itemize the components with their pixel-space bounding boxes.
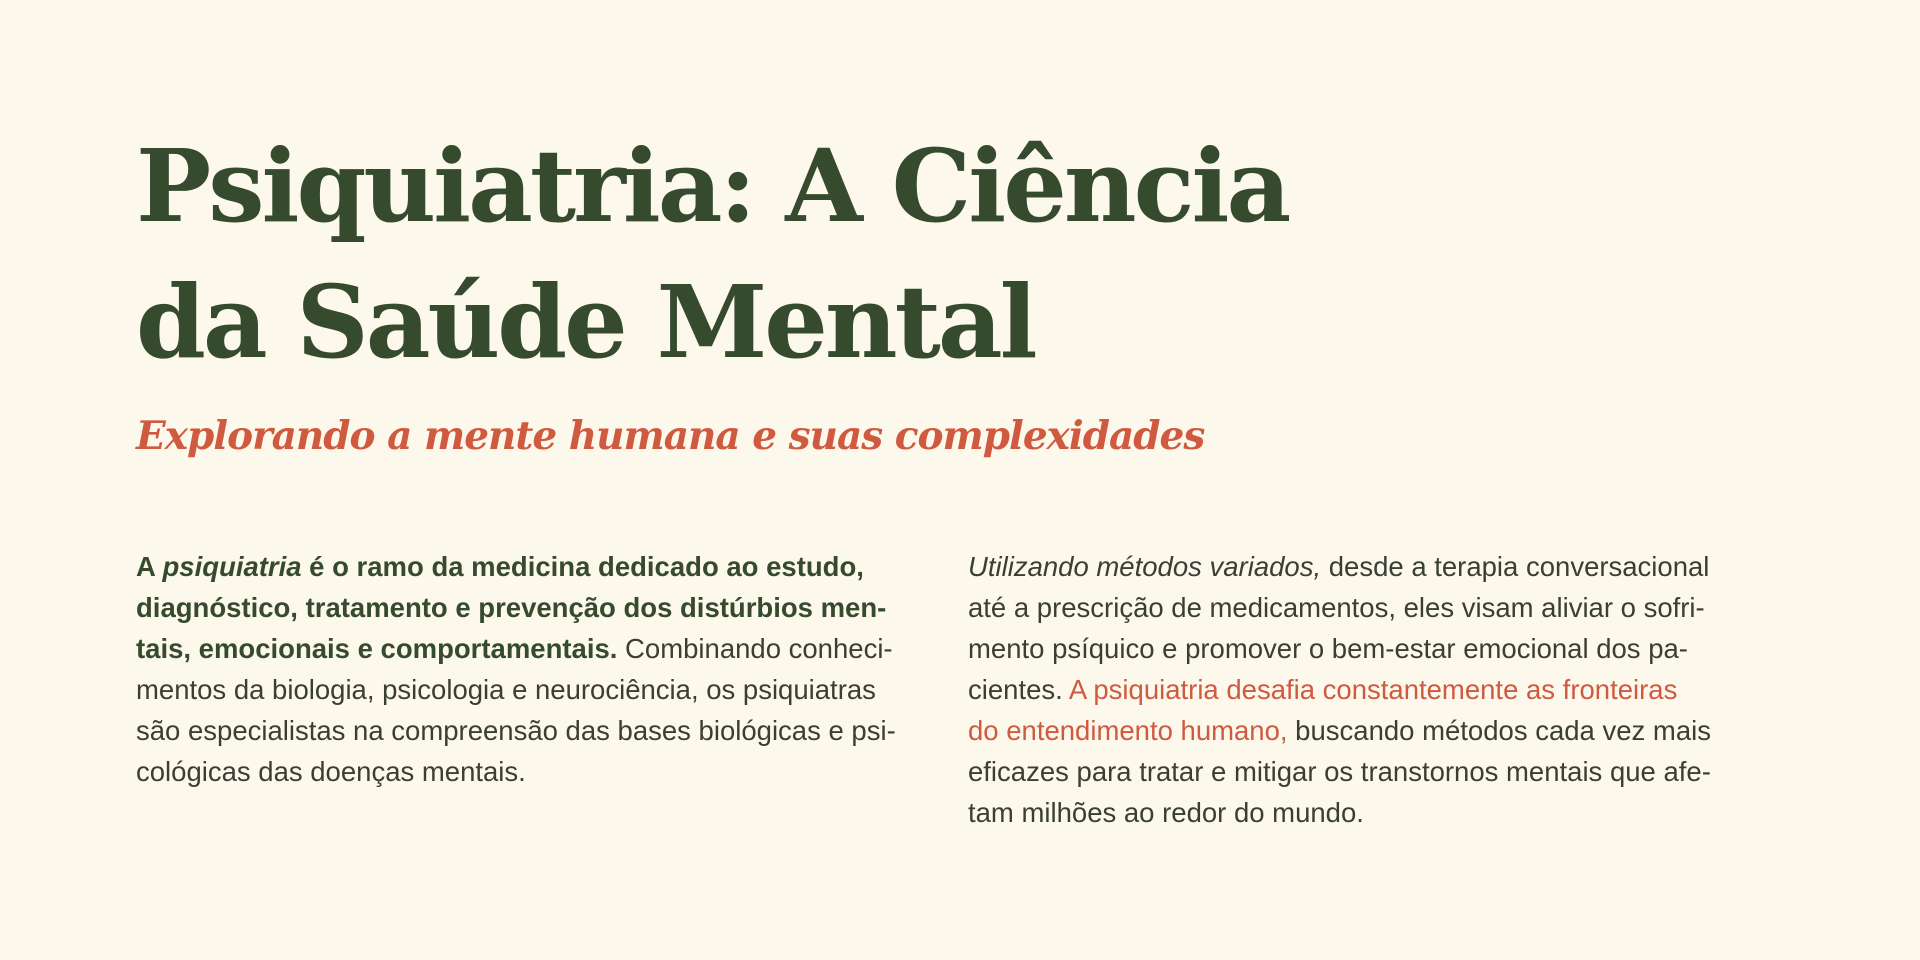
intro-paragraph	[136, 546, 936, 792]
methods-line-2: até a prescrição de medicamentos, eles visam aliviar o sofri-	[968, 592, 1705, 623]
intro-line-2: diagnóstico, tratamento e prevenção dos distúrbios men-	[136, 592, 887, 623]
intro-line-3-bold: tais, emocionais e comportamentais.	[136, 633, 618, 664]
methods-line-5-rest: buscando métodos cada vez mais	[1287, 715, 1711, 746]
intro-line-3	[136, 628, 936, 669]
methods-line-6: eficazes para tratar e mitigar os transtornos mentais que afe-	[968, 756, 1711, 787]
page-title-line-2: da Saúde Mental	[136, 263, 1035, 381]
intro-line-5: são especialistas na compreensão das bases biológicas e psi-	[136, 715, 896, 746]
methods-paragraph	[968, 546, 1788, 833]
methods-line-3: mento psíquico e promover o bem-estar emocional dos pa-	[968, 633, 1688, 664]
intro-line-1-c: é o ramo da medicina dedicado ao estudo,	[301, 551, 864, 582]
intro-line-3-rest: Combinando conheci-	[617, 633, 893, 664]
intro-term-psiquiatria: psiquiatria	[162, 551, 302, 582]
intro-line-6: cológicas das doenças mentais.	[136, 756, 526, 787]
page-subtitle: Explorando a mente humana e suas complexidades	[136, 413, 1205, 459]
methods-line-7: tam milhões ao redor do mundo.	[968, 797, 1364, 828]
methods-line-4	[968, 669, 1788, 710]
intro-line-1	[136, 546, 936, 587]
methods-line-4-a: cientes.	[968, 674, 1069, 705]
page-title	[136, 118, 1288, 390]
methods-line-1	[968, 546, 1788, 587]
methods-highlight-2: do entendimento humano,	[968, 715, 1288, 746]
intro-line-4: mentos da biologia, psicologia e neurociência, os psiquiatras	[136, 674, 876, 705]
methods-line-5	[968, 710, 1788, 751]
methods-highlight-1: A psiquiatria desafia constantemente as fronteiras	[1068, 674, 1678, 705]
intro-line-1-a: A	[136, 551, 163, 582]
page-title-line-1: Psiquiatria: A Ciência	[136, 127, 1289, 245]
methods-line-1-rest: desde a terapia conversacional	[1321, 551, 1710, 582]
methods-line-1-italic: Utilizando métodos variados,	[968, 551, 1322, 582]
